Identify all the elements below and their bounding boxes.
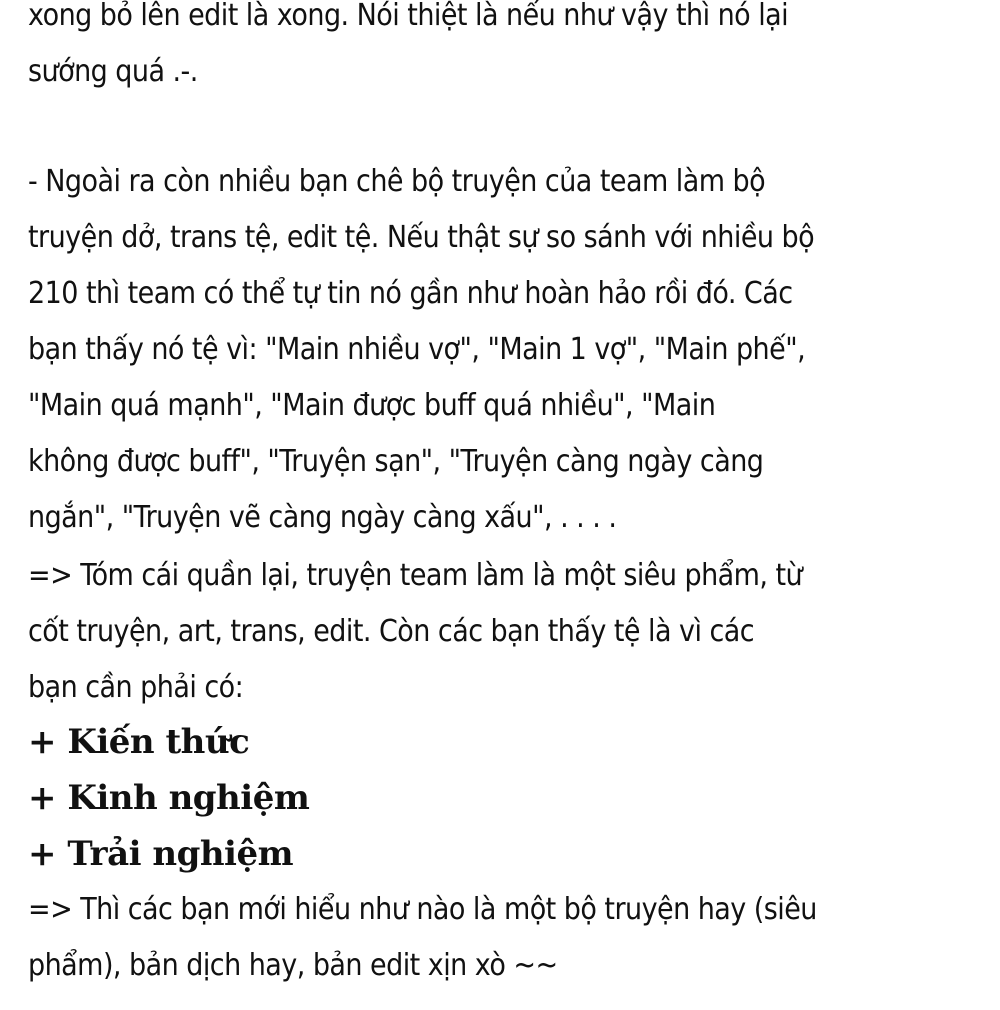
text-line: phẩm), bản dịch hay, bản edit xịn xò ~~ [28,948,558,983]
text-line: xong bỏ lên edit là xong. Nói thiệt là nếu như vậy thì nó lại [28,0,789,33]
text-line: không được buff", "Truyện sạn", "Truyện càng ngày càng [28,444,764,479]
requirement-item: + Kiến thức [28,722,250,762]
text-line: => Thì các bạn mới hiểu như nào là một bộ truyện hay (siêu [28,892,817,927]
requirement-item: + Kinh nghiệm [28,778,310,818]
requirement-item: + Trải nghiệm [28,834,294,874]
text-line: "Main quá mạnh", "Main được buff quá nhiều", "Main [28,388,716,423]
text-line: ngắn", "Truyện vẽ càng ngày càng xấu", . . . . [28,500,617,535]
text-line: bạn thấy nó tệ vì: "Main nhiều vợ", "Main 1 vợ", "Main phế", [28,332,806,367]
text-line: bạn cần phải có: [28,670,244,705]
text-line: cốt truyện, art, trans, edit. Còn các bạn thấy tệ là vì các [28,614,755,649]
text-line: sướng quá .-. [28,54,198,89]
text-line: 210 thì team có thể tự tin nó gần như hoàn hảo rồi đó. Các [28,276,793,311]
text-line: truyện dở, trans tệ, edit tệ. Nếu thật sự so sánh với nhiều bộ [28,220,815,255]
text-line: - Ngoài ra còn nhiều bạn chê bộ truyện của team làm bộ [28,164,766,199]
text-line: => Tóm cái quần lại, truyện team làm là một siêu phẩm, từ [28,558,803,593]
